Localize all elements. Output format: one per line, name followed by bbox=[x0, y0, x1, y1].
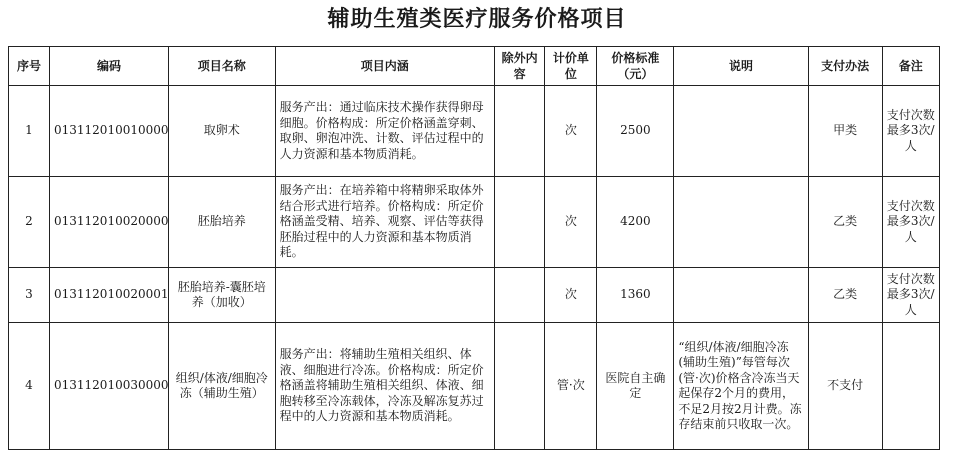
cell-code: 013112010030000 bbox=[50, 323, 169, 450]
table-row bbox=[9, 323, 940, 450]
cell-index: 3 bbox=[9, 268, 50, 323]
cell-payment: 乙类 bbox=[808, 177, 882, 268]
cell-index: 4 bbox=[9, 323, 50, 450]
header-description: 说明 bbox=[674, 47, 808, 86]
cell-content: 服务产出：将辅助生殖相关组织、体液、细胞进行冷冻。价格构成：所定价格涵盖将辅助生殖相关组织、体液、细胞转移至冷冻载体，冷冻及解冻复苏过程中的人力资源和基本物质消耗。 bbox=[275, 323, 494, 450]
cell-excluded bbox=[494, 86, 544, 177]
cell-description bbox=[674, 86, 808, 177]
cell-price: 4200 bbox=[597, 177, 674, 268]
header-payment: 支付办法 bbox=[808, 47, 882, 86]
cell-name: 取卵术 bbox=[168, 86, 275, 177]
header-price: 价格标准（元） bbox=[597, 47, 674, 86]
cell-price: 1360 bbox=[597, 268, 674, 323]
cell-unit: 次 bbox=[545, 177, 597, 268]
table-row bbox=[9, 268, 940, 323]
cell-payment: 乙类 bbox=[808, 268, 882, 323]
cell-code: 013112010020000 bbox=[50, 177, 169, 268]
cell-excluded bbox=[494, 177, 544, 268]
cell-index: 1 bbox=[9, 86, 50, 177]
header-name: 项目名称 bbox=[168, 47, 275, 86]
header-content: 项目内涵 bbox=[275, 47, 494, 86]
cell-description: “组织/体液/细胞冷冻(辅助生殖)”每管每次(管·次)价格含冷冻当天起保存2个月的费用，不足2月按2月计费。冻存结束前只收取一次。 bbox=[674, 323, 808, 450]
table-row bbox=[9, 177, 940, 268]
header-remark: 备注 bbox=[882, 47, 940, 86]
header-excluded: 除外内容 bbox=[494, 47, 544, 86]
cell-unit: 次 bbox=[545, 86, 597, 177]
cell-payment: 不支付 bbox=[808, 323, 882, 450]
table-header-row bbox=[9, 47, 940, 86]
cell-name: 胚胎培养 bbox=[168, 177, 275, 268]
price-table bbox=[8, 46, 940, 450]
cell-remark bbox=[882, 323, 940, 450]
cell-price: 医院自主确定 bbox=[597, 323, 674, 450]
document-title: 辅助生殖类医疗服务价格项目 bbox=[327, 6, 627, 32]
cell-content: 服务产出：在培养箱中将精卵采取体外结合形式进行培养。价格构成：所定价格涵盖受精、培养、观察、评估等获得胚胎过程中的人力资源和基本物质消耗。 bbox=[275, 177, 494, 268]
cell-payment: 甲类 bbox=[808, 86, 882, 177]
cell-description bbox=[674, 268, 808, 323]
header-index: 序号 bbox=[9, 47, 50, 86]
cell-unit: 次 bbox=[545, 268, 597, 323]
cell-remark: 支付次数最多3次/人 bbox=[882, 268, 940, 323]
header-code: 编码 bbox=[50, 47, 169, 86]
cell-description bbox=[674, 177, 808, 268]
cell-remark: 支付次数最多3次/人 bbox=[882, 86, 940, 177]
cell-unit: 管·次 bbox=[545, 323, 597, 450]
cell-index: 2 bbox=[9, 177, 50, 268]
cell-excluded bbox=[494, 323, 544, 450]
cell-name: 胚胎培养-囊胚培养（加收） bbox=[168, 268, 275, 323]
cell-price: 2500 bbox=[597, 86, 674, 177]
cell-content: 服务产出：通过临床技术操作获得卵母细胞。价格构成：所定价格涵盖穿刺、取卵、卵泡冲洗、计数、评估过程中的人力资源和基本物质消耗。 bbox=[275, 86, 494, 177]
cell-content bbox=[275, 268, 494, 323]
cell-code: 013112010010000 bbox=[50, 86, 169, 177]
cell-excluded bbox=[494, 268, 544, 323]
header-unit: 计价单位 bbox=[545, 47, 597, 86]
cell-remark: 支付次数最多3次/人 bbox=[882, 177, 940, 268]
cell-code: 013112010020001 bbox=[50, 268, 169, 323]
cell-name: 组织/体液/细胞冷冻（辅助生殖） bbox=[168, 323, 275, 450]
table-row bbox=[9, 86, 940, 177]
